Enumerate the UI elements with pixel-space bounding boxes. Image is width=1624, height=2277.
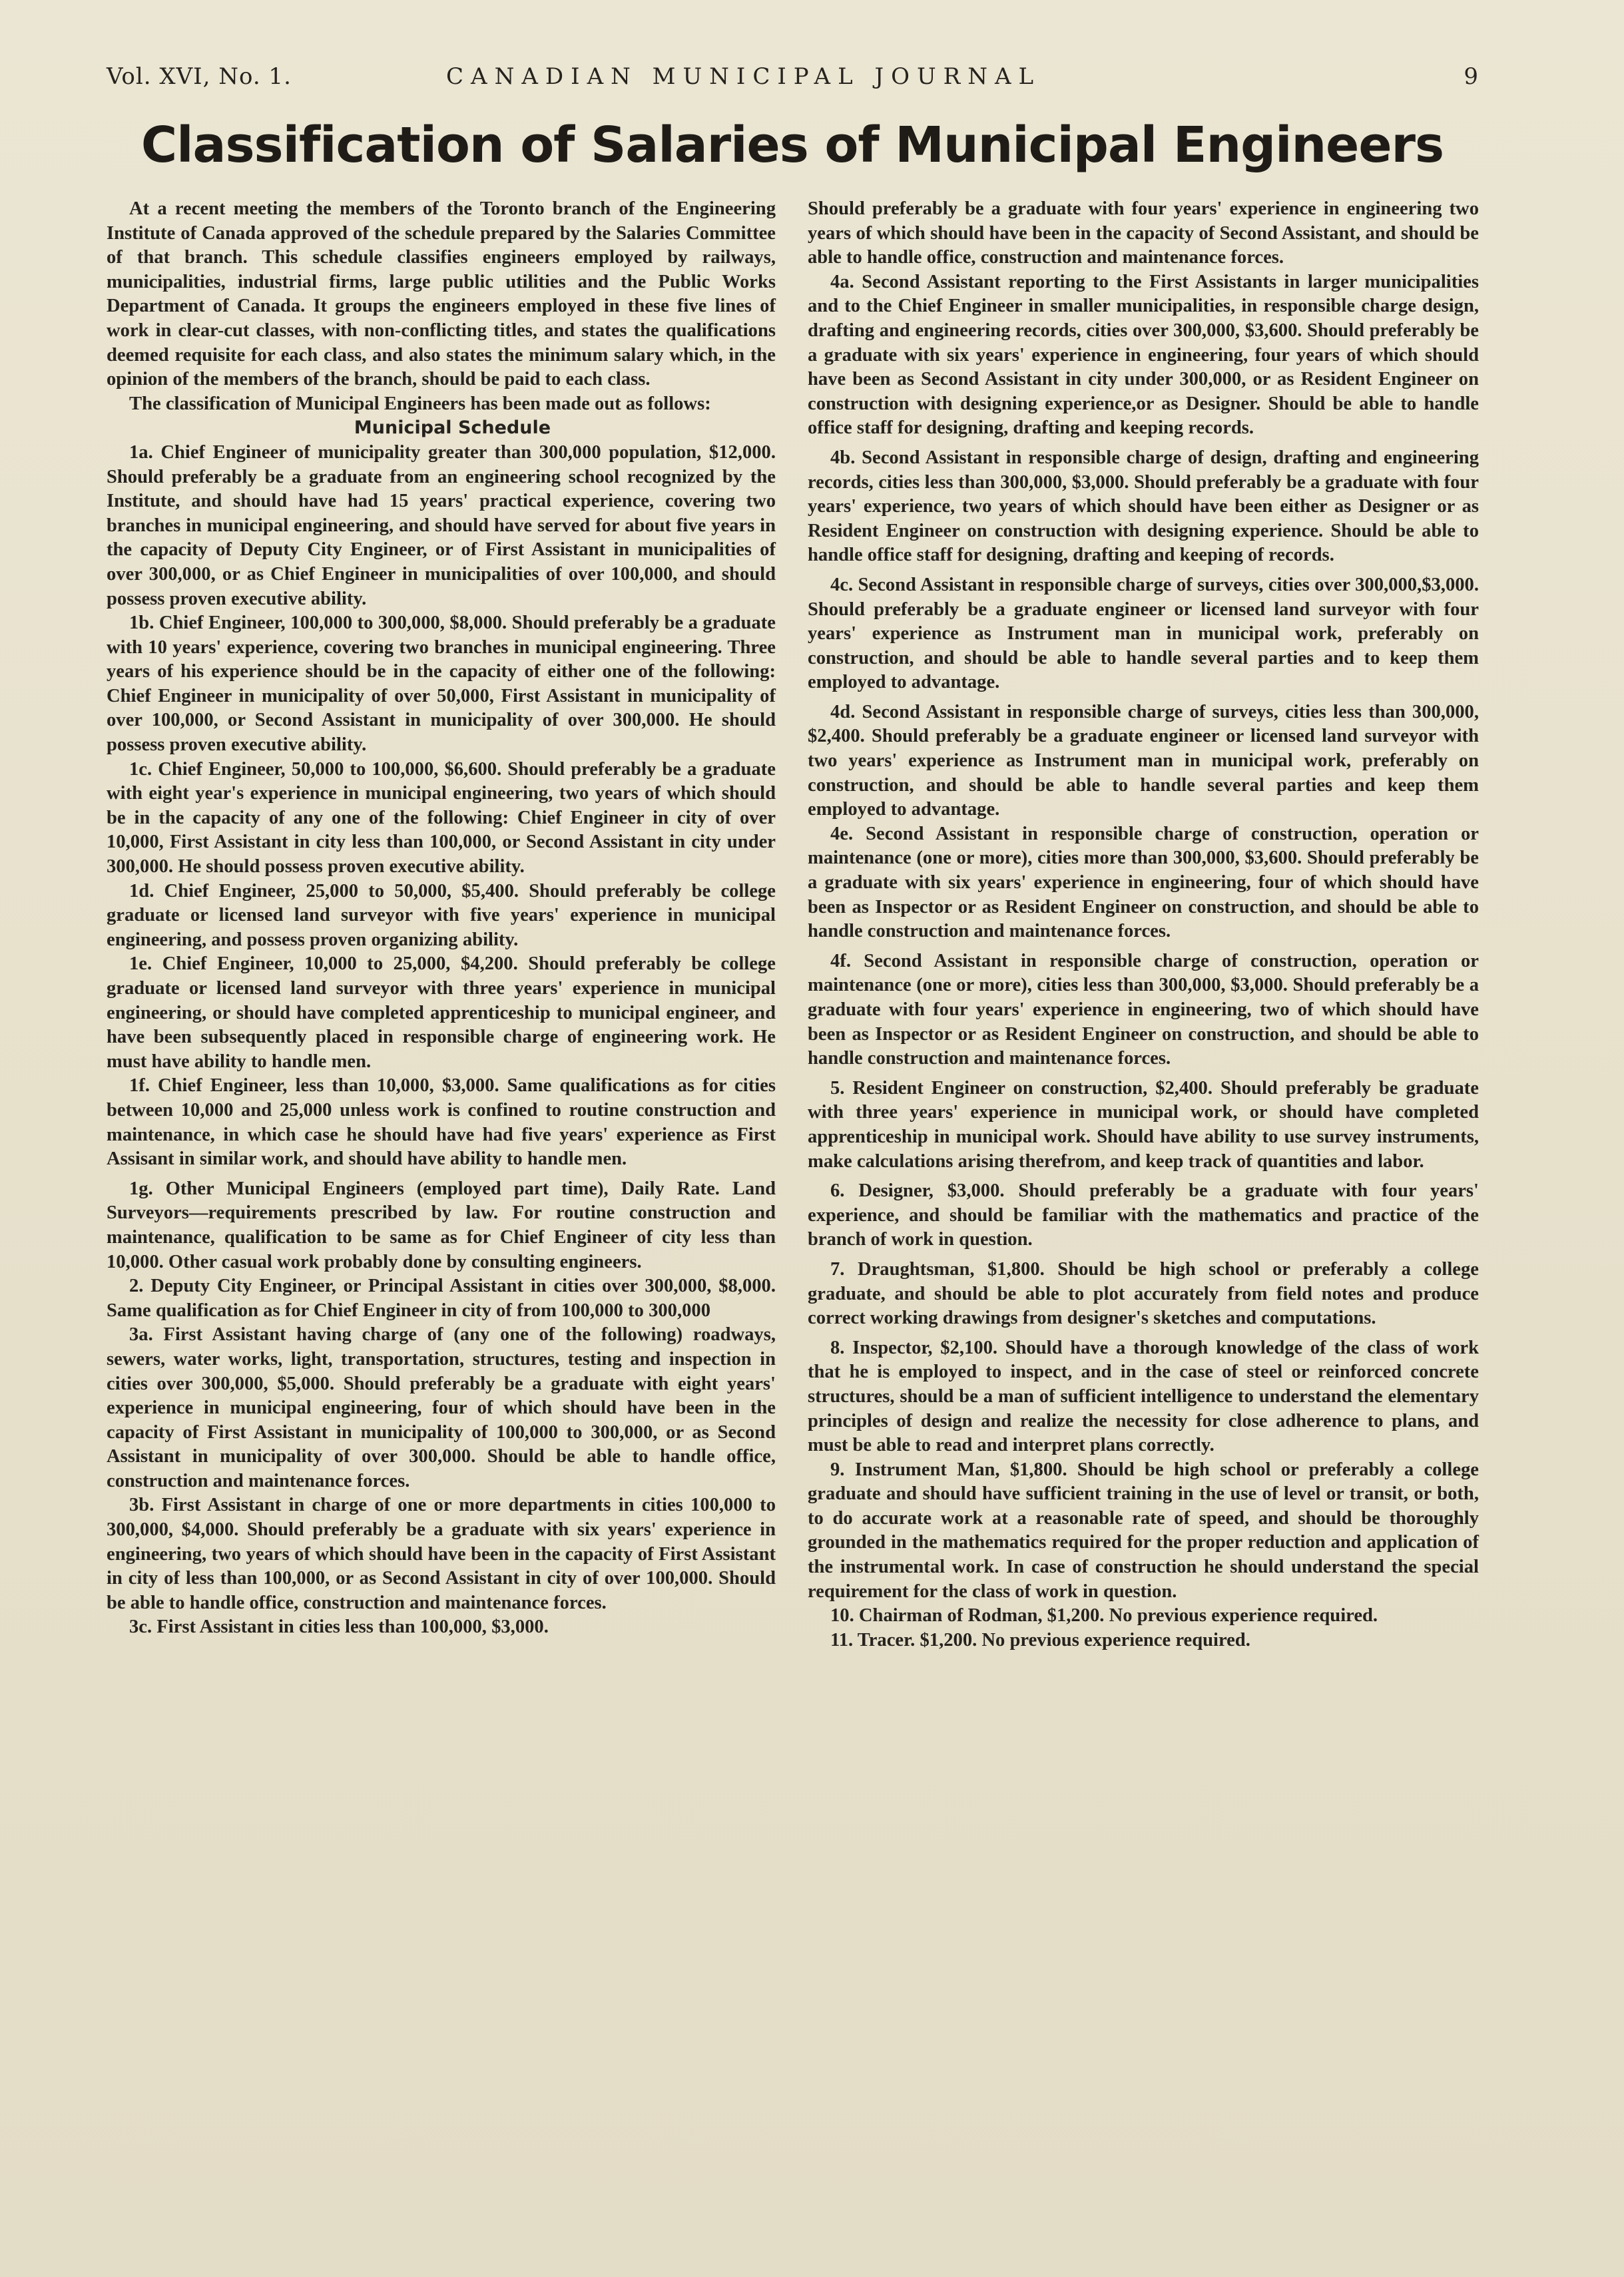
schedule-item-4e: 4e. Second Assistant in responsible charge of construction, operation or maintenance (one or more), cities more than 300,000, $3,600. Should preferably be a graduate with six years' experience in engineering, four of which should have been as Inspector or as Resident Engineer on construction, and should be able to handle construction and maintenance forces. — [808, 823, 1479, 942]
schedule-item-1e: 1e. Chief Engineer, 10,000 to 25,000, $4,200. Should preferably be college graduate or licensed land surveyor with three years' experience in municipal engineering, or should have completed apprenticeship to municipal engineer, and have been subsequently placed in responsible charge of engineering work. He must have ability to handle men. — [107, 953, 776, 1072]
schedule-item-1a: 1a. Chief Engineer of municipality greater than 300,000 population, $12,000. Should preferably be a graduate from an engineering school recognized by the Institute, and should have had 15 years' practical experience, covering two branches in municipal engineering, and should have served for about five years in the capacity of Deputy City Engineer, or of First Assistant in municipalities of over 300,000, or as Chief Engineer in municipalities of over 100,000, and should possess proven executive ability. — [107, 441, 776, 609]
schedule-item-3c-continued: Should preferably be a graduate with four years' experience in engineering two years of which should have been in the capacity of Second Assistant, and should be able to handle office, construction and maintenance forces. — [808, 198, 1479, 268]
running-head — [107, 63, 1478, 103]
volume-number: Vol. XVI, No. 1. — [107, 63, 292, 90]
article-title: Classification of Salaries of Municipal Engineers — [140, 117, 1444, 174]
schedule-item-4a: 4a. Second Assistant reporting to the First Assistants in larger municipalities and to the Chief Engineer in smaller municipalities, in responsible charge design, drafting and engineering records, cities over 300,000, $3,600. Should preferably be a graduate with six years' experience in engineering, four years of which should have been as Second Assistant in city under 300,000, or as Resident Engineer on construction with designing experience,or as Designer. Should be able to handle office staff for designing, drafting and keeping records. — [808, 271, 1479, 439]
schedule-item-2: 2. Deputy City Engineer, or Principal Assistant in cities over 300,000, $8,000. Same qualification as for Chief Engineer in city of from 100,000 to 300,000 — [107, 1276, 776, 1321]
schedule-item-4d: 4d. Second Assistant in responsible charge of surveys, cities less than 300,000, $2,400. Should preferably be a graduate engineer or licensed land surveyor with two years' experience as Instrument man in municipal work, preferably on construction, and should be able to handle several parties and keep them employed to advantage. — [808, 701, 1479, 820]
schedule-item-4c: 4c. Second Assistant in responsible charge of surveys, cities over 300,000,$3,000. Should preferably be a graduate engineer or licensed land surveyor with four years' experience as Instrument man in municipal work, preferably on construction, and should be able to handle several parties and to keep them employed to advantage. — [808, 574, 1479, 693]
schedule-item-3c: 3c. First Assistant in cities less than 100,000, $3,000. — [129, 1617, 549, 1638]
schedule-item-1b: 1b. Chief Engineer, 100,000 to 300,000, $8,000. Should preferably be a graduate with 10 years' experience, covering two branches in municipal engineering. Three years of his experience should be in the capacity of either one of the following: Chief Engineer in municipality of over 50,000, First Assistant in municipality of over 100,000, or Second Assistant in municipality of over 300,000. He should possess proven executive ability. — [107, 613, 776, 756]
right-column — [808, 197, 1479, 1652]
schedule-item-11: 11. Tracer. $1,200. No previous experience required. — [830, 1629, 1250, 1650]
schedule-item-6: 6. Designer, $3,000. Should preferably be a graduate with four years' experience, and should be familiar with the mathematics and practice of the branch of work in question. — [808, 1180, 1479, 1250]
schedule-item-10: 10. Chairman of Rodman, $1,200. No previous experience required. — [830, 1605, 1378, 1627]
left-column — [107, 197, 776, 1640]
schedule-item-5: 5. Resident Engineer on construction, $2,400. Should preferably be graduate with three years' experience in municipal work, or should have completed apprenticeship in municipal work. Should have ability to use survey instruments, make calculations arising therefrom, and keep track of quantities and labor. — [808, 1077, 1479, 1172]
schedule-item-3a: 3a. First Assistant having charge of (any one of the following) roadways, sewers, water works, light, transportation, structures, testing and inspection in cities over 300,000, $5,000. Should preferably be a graduate with eight years' experience in municipal engineering, four of which should have been in the capacity of First Assistant in municipality of 100,000 to 300,000, or as Second Assistant in municipality of over 300,000. Should be able to handle office, construction and maintenance forces. — [107, 1324, 776, 1491]
schedule-item-3b: 3b. First Assistant in charge of one or more departments in cities 100,000 to 300,000, $4,000. Should preferably be a graduate with six years' experience in engineering, two years of which should have been in the capacity of First Assistant in city of less than 100,000, or as Second Assistant in city of over 100,000. Should be able to handle office, construction and maintenance forces. — [107, 1495, 776, 1613]
schedule-item-7: 7. Draughtsman, $1,800. Should be high school or preferably a college graduate, and should be able to plot accurately from field notes and produce correct working drawings from designer's sketches and computations. — [808, 1258, 1479, 1329]
journal-name: CANADIAN MUNICIPAL JOURNAL — [446, 63, 1041, 90]
intro-paragraph: The classification of Municipal Engineers has been made out as follows: — [129, 393, 711, 414]
schedule-item-1c: 1c. Chief Engineer, 50,000 to 100,000, $6,600. Should preferably be a graduate with eight year's experience in municipal engineering, two years of which should be in the capacity of any one of the following: Chief Engineer in city of over 10,000, First Assistant in city less than 100,000, or Second Assistant in city under 300,000. He should possess proven executive ability. — [107, 758, 776, 878]
schedule-item-8: 8. Inspector, $2,100. Should have a thorough knowledge of the class of work that he is employed to inspect, and in the case of steel or reinforced concrete structures, should be a man of sufficient intelligence to understand the elementary principles of design and realize the necessity for close adherence to plans, and must be able to read and interpret plans correctly. — [808, 1337, 1479, 1456]
schedule-heading: Municipal Schedule — [354, 417, 551, 439]
schedule-item-9: 9. Instrument Man, $1,800. Should be high school or preferably a college graduate and should have sufficient training in the use of level or transit, or both, to do accurate work at a reasonable rate of speed, and should be thoroughly grounded in the mathematics required for the proper reduction and application of the instrumental work. In case of construction he should understand the special requirement for the class of work in question. — [808, 1459, 1479, 1602]
schedule-item-1f: 1f. Chief Engineer, less than 10,000, $3,000. Same qualifications as for cities between 10,000 and 25,000 unless work is confined to routine construction and maintenance, in which case he should have had five years' experience as First Assisant in similar work, and should have ability to handle men. — [107, 1075, 776, 1170]
intro-paragraph: At a recent meeting the members of the Toronto branch of the Engineering Institute of Canada approved of the schedule prepared by the Salaries Committee of that branch. This schedule classifies engineers employed by railways, municipalities, industrial firms, large public utilities and the Public Works Department of Canada. It groups the engineers employed in these five lines of work in clear-cut classes, with non-conflicting titles, and states the qualifications deemed requisite for each class, and also states the minimum salary which, in the opinion of the members of the branch, should be paid to each class. — [107, 198, 776, 390]
page-number: 9 — [1464, 63, 1478, 90]
schedule-item-1d: 1d. Chief Engineer, 25,000 to 50,000, $5,400. Should preferably be college graduate or licensed land surveyor with five years' experience in municipal engineering, and possess proven organizing ability. — [107, 880, 776, 950]
schedule-item-4b: 4b. Second Assistant in responsible charge of design, drafting and engineering records, cities less than 300,000, $3,000. Should preferably be a graduate with four years' experience, two years of which should have been either as Designer or as Resident Engineer on construction with designing experience. Should be able to handle office staff for designing, drafting and keeping of records. — [808, 447, 1479, 566]
schedule-item-1g: 1g. Other Municipal Engineers (employed part time), Daily Rate. Land Surveyors—requirements prescribed by law. For routine construction and maintenance, qualification to be same as for Chief Engineer of city less than 10,000. Other casual work probably done by consulting engineers. — [107, 1178, 776, 1272]
schedule-item-4f: 4f. Second Assistant in responsible charge of construction, operation or maintenance (one or more), cities less than 300,000, $3,000. Should preferably be a graduate with four years' experience in engineering, two of which should have been as Inspector or as Resident Engineer on construction, and should be able to handle construction and maintenance forces. — [808, 950, 1479, 1069]
